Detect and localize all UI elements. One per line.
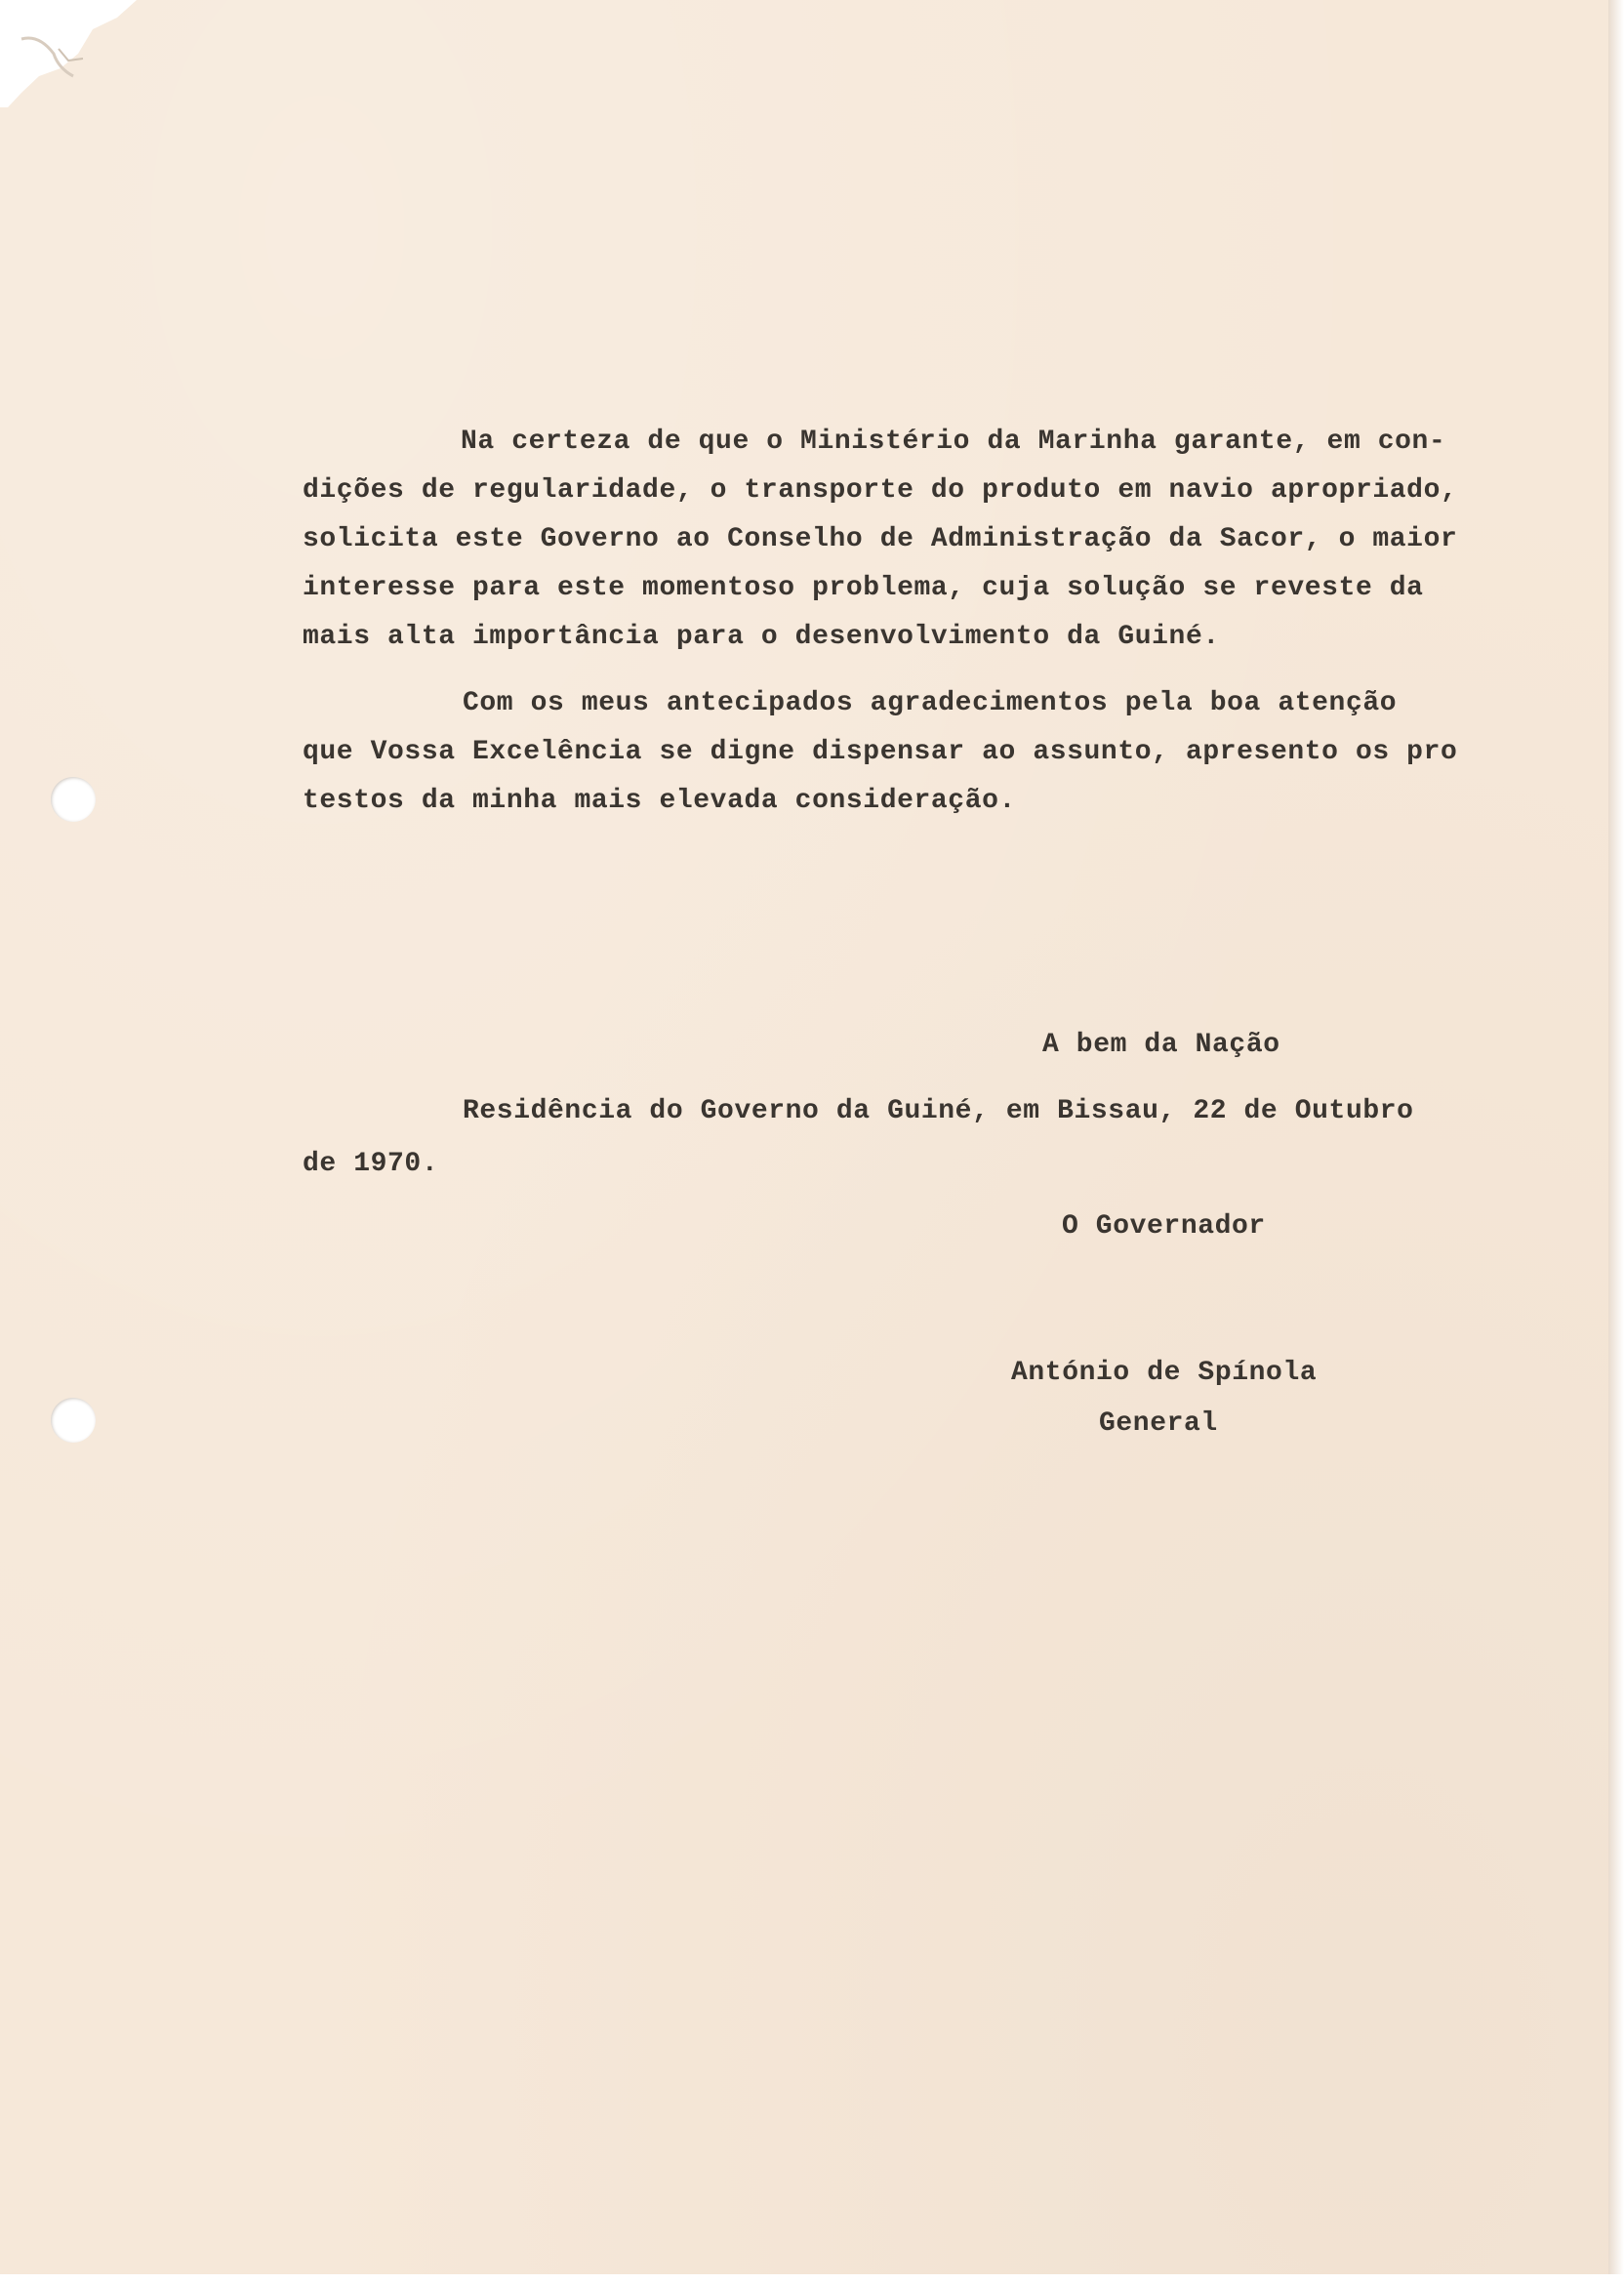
- signatory-title: O Governador: [1062, 1211, 1266, 1242]
- torn-corner-icon: [0, 0, 137, 107]
- paragraph1-line5: mais alta importância para o desenvolvimento da Guiné.: [303, 622, 1220, 652]
- page-right-edge: [1608, 0, 1624, 2284]
- punch-hole-bottom: [51, 1398, 96, 1443]
- punch-hole-top: [51, 777, 96, 822]
- place-date-line2: de 1970.: [303, 1149, 439, 1179]
- paragraph2-line1: Com os meus antecipados agradecimentos pela boa atenção: [463, 688, 1398, 718]
- signatory-rank: General: [1099, 1408, 1218, 1439]
- place-date-line1: Residência do Governo da Guiné, em Bissau, 22 de Outubro: [463, 1096, 1414, 1126]
- paragraph1-line3: solicita este Governo ao Conselho de Administração da Sacor, o maior: [303, 524, 1458, 554]
- closing-formula: A bem da Nação: [1042, 1030, 1280, 1060]
- paragraph1-line1: Na certeza de que o Ministério da Marinha garante, em con-: [461, 427, 1446, 457]
- paragraph1-line2: dições de regularidade, o transporte do produto em navio apropriado,: [303, 475, 1458, 506]
- page-bottom-edge: [0, 2274, 1624, 2284]
- paragraph2-line2: que Vossa Excelência se digne dispensar ao assunto, apresento os pro: [303, 737, 1458, 767]
- paragraph1-line4: interesse para este momentoso problema, cuja solução se reveste da: [303, 573, 1424, 603]
- paragraph2-line3: testos da minha mais elevada consideração.: [303, 786, 1016, 816]
- signatory-name: António de Spínola: [1011, 1358, 1318, 1388]
